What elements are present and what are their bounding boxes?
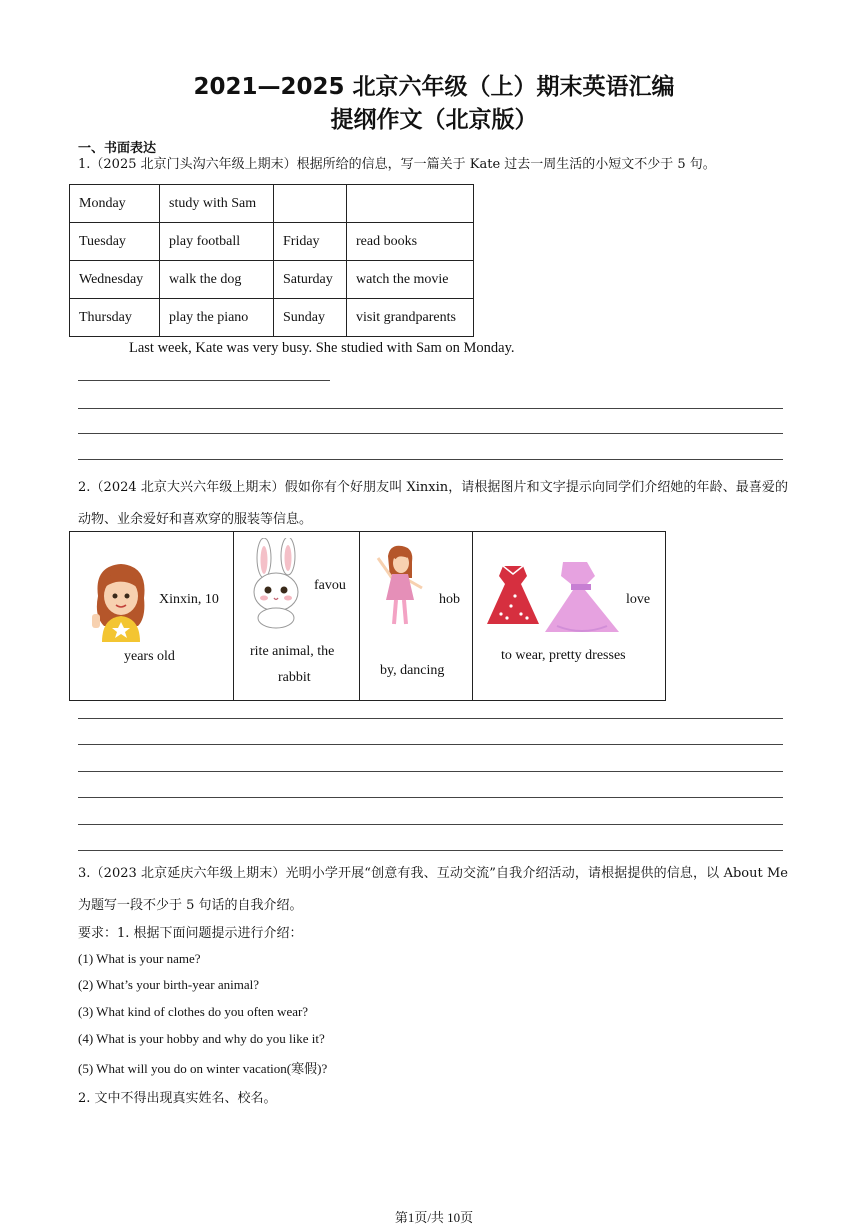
table-row [70, 185, 474, 223]
table-cell: study with Sam [160, 185, 274, 223]
table-cell: Monday [70, 185, 160, 223]
cell-text: rabbit [278, 670, 311, 685]
table-row [70, 223, 474, 261]
table-cell: read books [347, 223, 474, 261]
dresses-icon [487, 562, 627, 636]
table-cell: Wednesday [70, 261, 160, 299]
answer-line[interactable] [78, 408, 783, 409]
cell-text: rite animal, the [250, 644, 335, 659]
page-title: 2021—2025 北京六年级（上）期末英语汇编 [193, 74, 675, 100]
table-cell: Tuesday [70, 223, 160, 261]
cell-text: Xinxin, 10 [159, 592, 219, 607]
requirement-2: 2. 文中不得出现真实姓名、校名。 [78, 1091, 277, 1106]
answer-line[interactable] [78, 744, 783, 745]
table-cell: Saturday [274, 261, 347, 299]
table-row [70, 299, 474, 337]
answer-line[interactable] [78, 459, 783, 460]
table-cell: play the piano [160, 299, 274, 337]
cell-text: favou [314, 578, 346, 593]
dancing-girl-icon [372, 544, 428, 626]
picture-table [69, 531, 666, 701]
answer-line[interactable] [78, 797, 783, 798]
question-2-prompt: 2.（2024 北京大兴六年级上期末）假如你有个好朋友叫 Xinxin，请根据图片和文字提示向同学们介绍她的年龄、最喜爱的动物、业余爱好和喜欢穿的服装等信息。 [78, 480, 788, 527]
question-1-prompt: 1.（2025 北京门头沟六年级上期末）根据所给的信息，写一篇关于 Kate 过去一周生活的小短文不少于 5 句。 [78, 157, 716, 172]
list-item: (1) What is your name? [78, 951, 201, 966]
table-cell: walk the dog [160, 261, 274, 299]
table-row [70, 261, 474, 299]
table-cell: Sunday [274, 299, 347, 337]
answer-line[interactable] [78, 433, 783, 434]
answer-line[interactable] [78, 771, 783, 772]
answer-line[interactable] [78, 380, 330, 381]
cell-text: by, dancing [380, 663, 445, 678]
table-cell: play football [160, 223, 274, 261]
list-item: (2) What’s your birth-year animal? [78, 977, 259, 992]
table-cell [274, 185, 347, 223]
table-cell: visit grandparents [347, 299, 474, 337]
answer-line[interactable] [78, 718, 783, 719]
answer-line[interactable] [78, 850, 783, 851]
schedule-table [69, 184, 474, 337]
rabbit-icon [246, 538, 308, 630]
cell-text: years old [124, 649, 175, 664]
hobby-cell [360, 532, 473, 700]
question-3-prompt: 3.（2023 北京延庆六年级上期末）光明小学开展“创意有我、互动交流”自我介绍活动，请根据提供的信息，以 About Me 为题写一段不少于 5 句话的自我介绍。 [78, 866, 788, 913]
list-item: (5) What will you do on winter vacation(寒假)? [78, 1061, 328, 1076]
girl-portrait-icon [88, 556, 154, 642]
animal-cell [234, 532, 360, 700]
section-heading: 一、书面表达 [78, 141, 157, 156]
sample-sentence: Last week, Kate was very busy. She studied with Sam on Monday. [129, 340, 515, 356]
clothes-cell [473, 532, 665, 700]
cell-text: hob [439, 592, 460, 607]
page-footer: 第1页/共 10页 [394, 1210, 474, 1225]
table-cell: watch the movie [347, 261, 474, 299]
table-cell: Thursday [70, 299, 160, 337]
table-cell [347, 185, 474, 223]
table-cell: Friday [274, 223, 347, 261]
list-item: (3) What kind of clothes do you often wear? [78, 1004, 309, 1019]
page-subtitle: 提纲作文（北京版） [330, 107, 538, 133]
age-cell [70, 532, 234, 700]
list-item: (4) What is your hobby and why do you like it? [78, 1031, 325, 1046]
cell-text: love [626, 592, 651, 607]
requirement-1: 要求：1. 根据下面问题提示进行介绍： [78, 926, 303, 941]
cell-text: to wear, pretty dresses [501, 648, 626, 663]
answer-line[interactable] [78, 824, 783, 825]
